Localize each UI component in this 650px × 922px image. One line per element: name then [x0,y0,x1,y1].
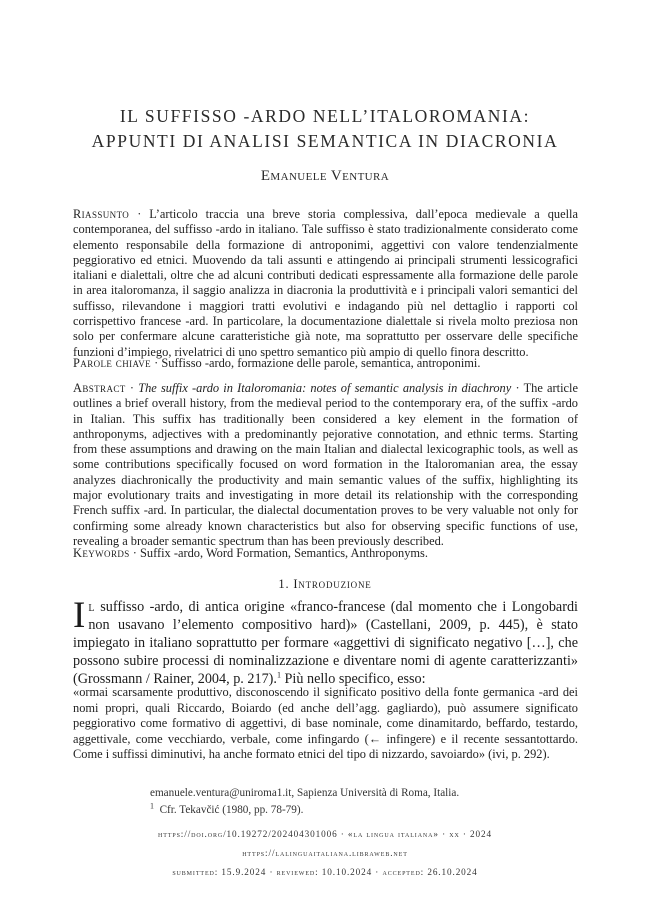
abstract-sep-2: · [511,381,524,395]
riassunto-sep: · [129,207,150,221]
drop-cap: I [73,595,86,636]
keywords-block [73,546,578,561]
article-title [40,104,610,154]
parole-chiave-label: Parole chiave [73,356,152,370]
footnote-1-text: Cfr. Tekavčić (1980, pp. 78-79). [159,804,304,816]
intro-paragraph [73,595,578,688]
keywords-label: Keywords [73,546,130,560]
abstract-title: The suffix -ardo in Italoromania: notes of semantic analysis in diachrony [138,381,512,395]
abstract-text: The article outlines a brief overall history, from the medieval period to the contemporary era, of the suffix -ardo in Italian. This suffix has traditionally been considered a key element in the formation of anthroponyms, adjectives with a predominantly pejorative connotation, and ethnic terms. Starting from these assumptions and drawing on the main Italian and dialectal lexicographic tools, as well as some contributions specifically focused on word formation in the Italoromanian area, the essay analyzes diachronically the productivity and main semantic values of the suffix, highlighting its major evolutionary traits and investigating in more detail its relationship with the corresponding French suffix -ard. In particular, the dialectal documentation proves to be very valuable not only for confirming some already known characteristics but also for observing specific functions of use, revealing a broader semantic spectrum than has been previously described. [73,381,578,548]
parole-chiave-sep: · [151,356,162,370]
affiliation-note: emanuele.ventura@uniroma1.it, Sapienza Università di Roma, Italia. [150,787,460,799]
keywords-text: Suffix -ardo, Word Formation, Semantics, Anthroponyms. [139,546,428,560]
title-line-1: IL SUFFISSO -ARDO NELL’ITALOROMANIA: [119,106,531,126]
author-name: Emanuele Ventura [260,168,390,184]
block-quote: «ormai scarsamente produttivo, disconoscendo il significato positivo della fonte germanica -ard dei nomi propri, quali Riccardo, Boiardo (ed anche dell’agg. gagliardo), può assumere significato peggiorativo come formativo di aggettivi, di base nominale, come dinamitardo, beffardo, testardo, aggettivale, come vecchiardo, verbale, come infingardo (← infingere) e il recente sessantottardo. Come i suffissi diminutivi, ha anche formato etnici del tipo di nizzardo, savoiardo» (ivi, p. 292). [73,685,578,762]
keywords-sep: · [129,546,140,560]
riassunto-block [73,207,578,360]
abstract-label: Abstract [73,381,126,395]
footnote-ref-1[interactable]: 1 [276,670,281,680]
intro-lead: l [88,599,95,615]
abstract-sep: · [125,381,139,395]
abstract-block [73,381,578,549]
footer-doi-line[interactable]: https://doi.org/10.19272/202404301006 · «la lingua italiana» · xx · 2024 [157,829,493,839]
footer-url-line[interactable]: https://lalinguaitaliana.libraweb.net [242,848,408,858]
intro-body: suffisso -ardo, di antica origine «franco-francese (dal momento che i Longobardi non usavano l’elemento compositivo hard)» (Castellani, 2009, p. 445), è stato impiegato in italiano soprattutto per formare «aggettivi di significato negativo […], che possono subire processi di nominalizzazione e diventare nomi di agente caratterizzanti» (Grossmann / Rainer, 2004, p. 217). [73,599,578,687]
parole-chiave-block [73,356,578,371]
footnote-1-mark: 1 [150,801,154,811]
section-heading: 1. Introduzione [278,577,372,591]
footer-dates-line: submitted: 15.9.2024 · reviewed: 10.10.2024 · accepted: 26.10.2024 [172,867,478,877]
parole-chiave-text: Suffisso -ardo, formazione delle parole, semantica, antroponimi. [161,356,481,370]
riassunto-label: Riassunto [73,207,130,221]
footnote-1 [150,803,570,817]
title-line-2: APPUNTI DI ANALISI SEMANTICA IN DIACRONIA [91,131,559,151]
riassunto-text: L’articolo traccia una breve storia complessiva, dall’epoca medievale a quella contemporanea, del suffisso -ardo in italiano. Tale suffisso è stato tradizionalmente considerato come elemento responsabile della formazione di antroponimi, aggettivi con valore tendenzialmente peggiorativo ed etnici. Muovendo da tali assunti e attingendo ai principali strumenti lessicografici italiani e dialettali, oltre che ad alcuni contributi dedicati espressamente alla formazione delle parole in area italoromanza, il saggio analizza in diacronia la produttività e i principali valori semantici del suffisso, rilevandone i maggiori tratti evolutivi e indagando più nel dettaglio i rapporti col corrispettivo francese -ard. In particolare, la documentazione dialettale si rivela molto preziosa non solo per confermare alcune caratteristiche già note, ma soprattutto per osservare delle specifiche funzioni d’impiego, rivelatrici di uno spettro semantico più ampio di quello finora descritto. [73,207,578,359]
intro-body-end: Più nello specifico, esso: [280,671,426,687]
